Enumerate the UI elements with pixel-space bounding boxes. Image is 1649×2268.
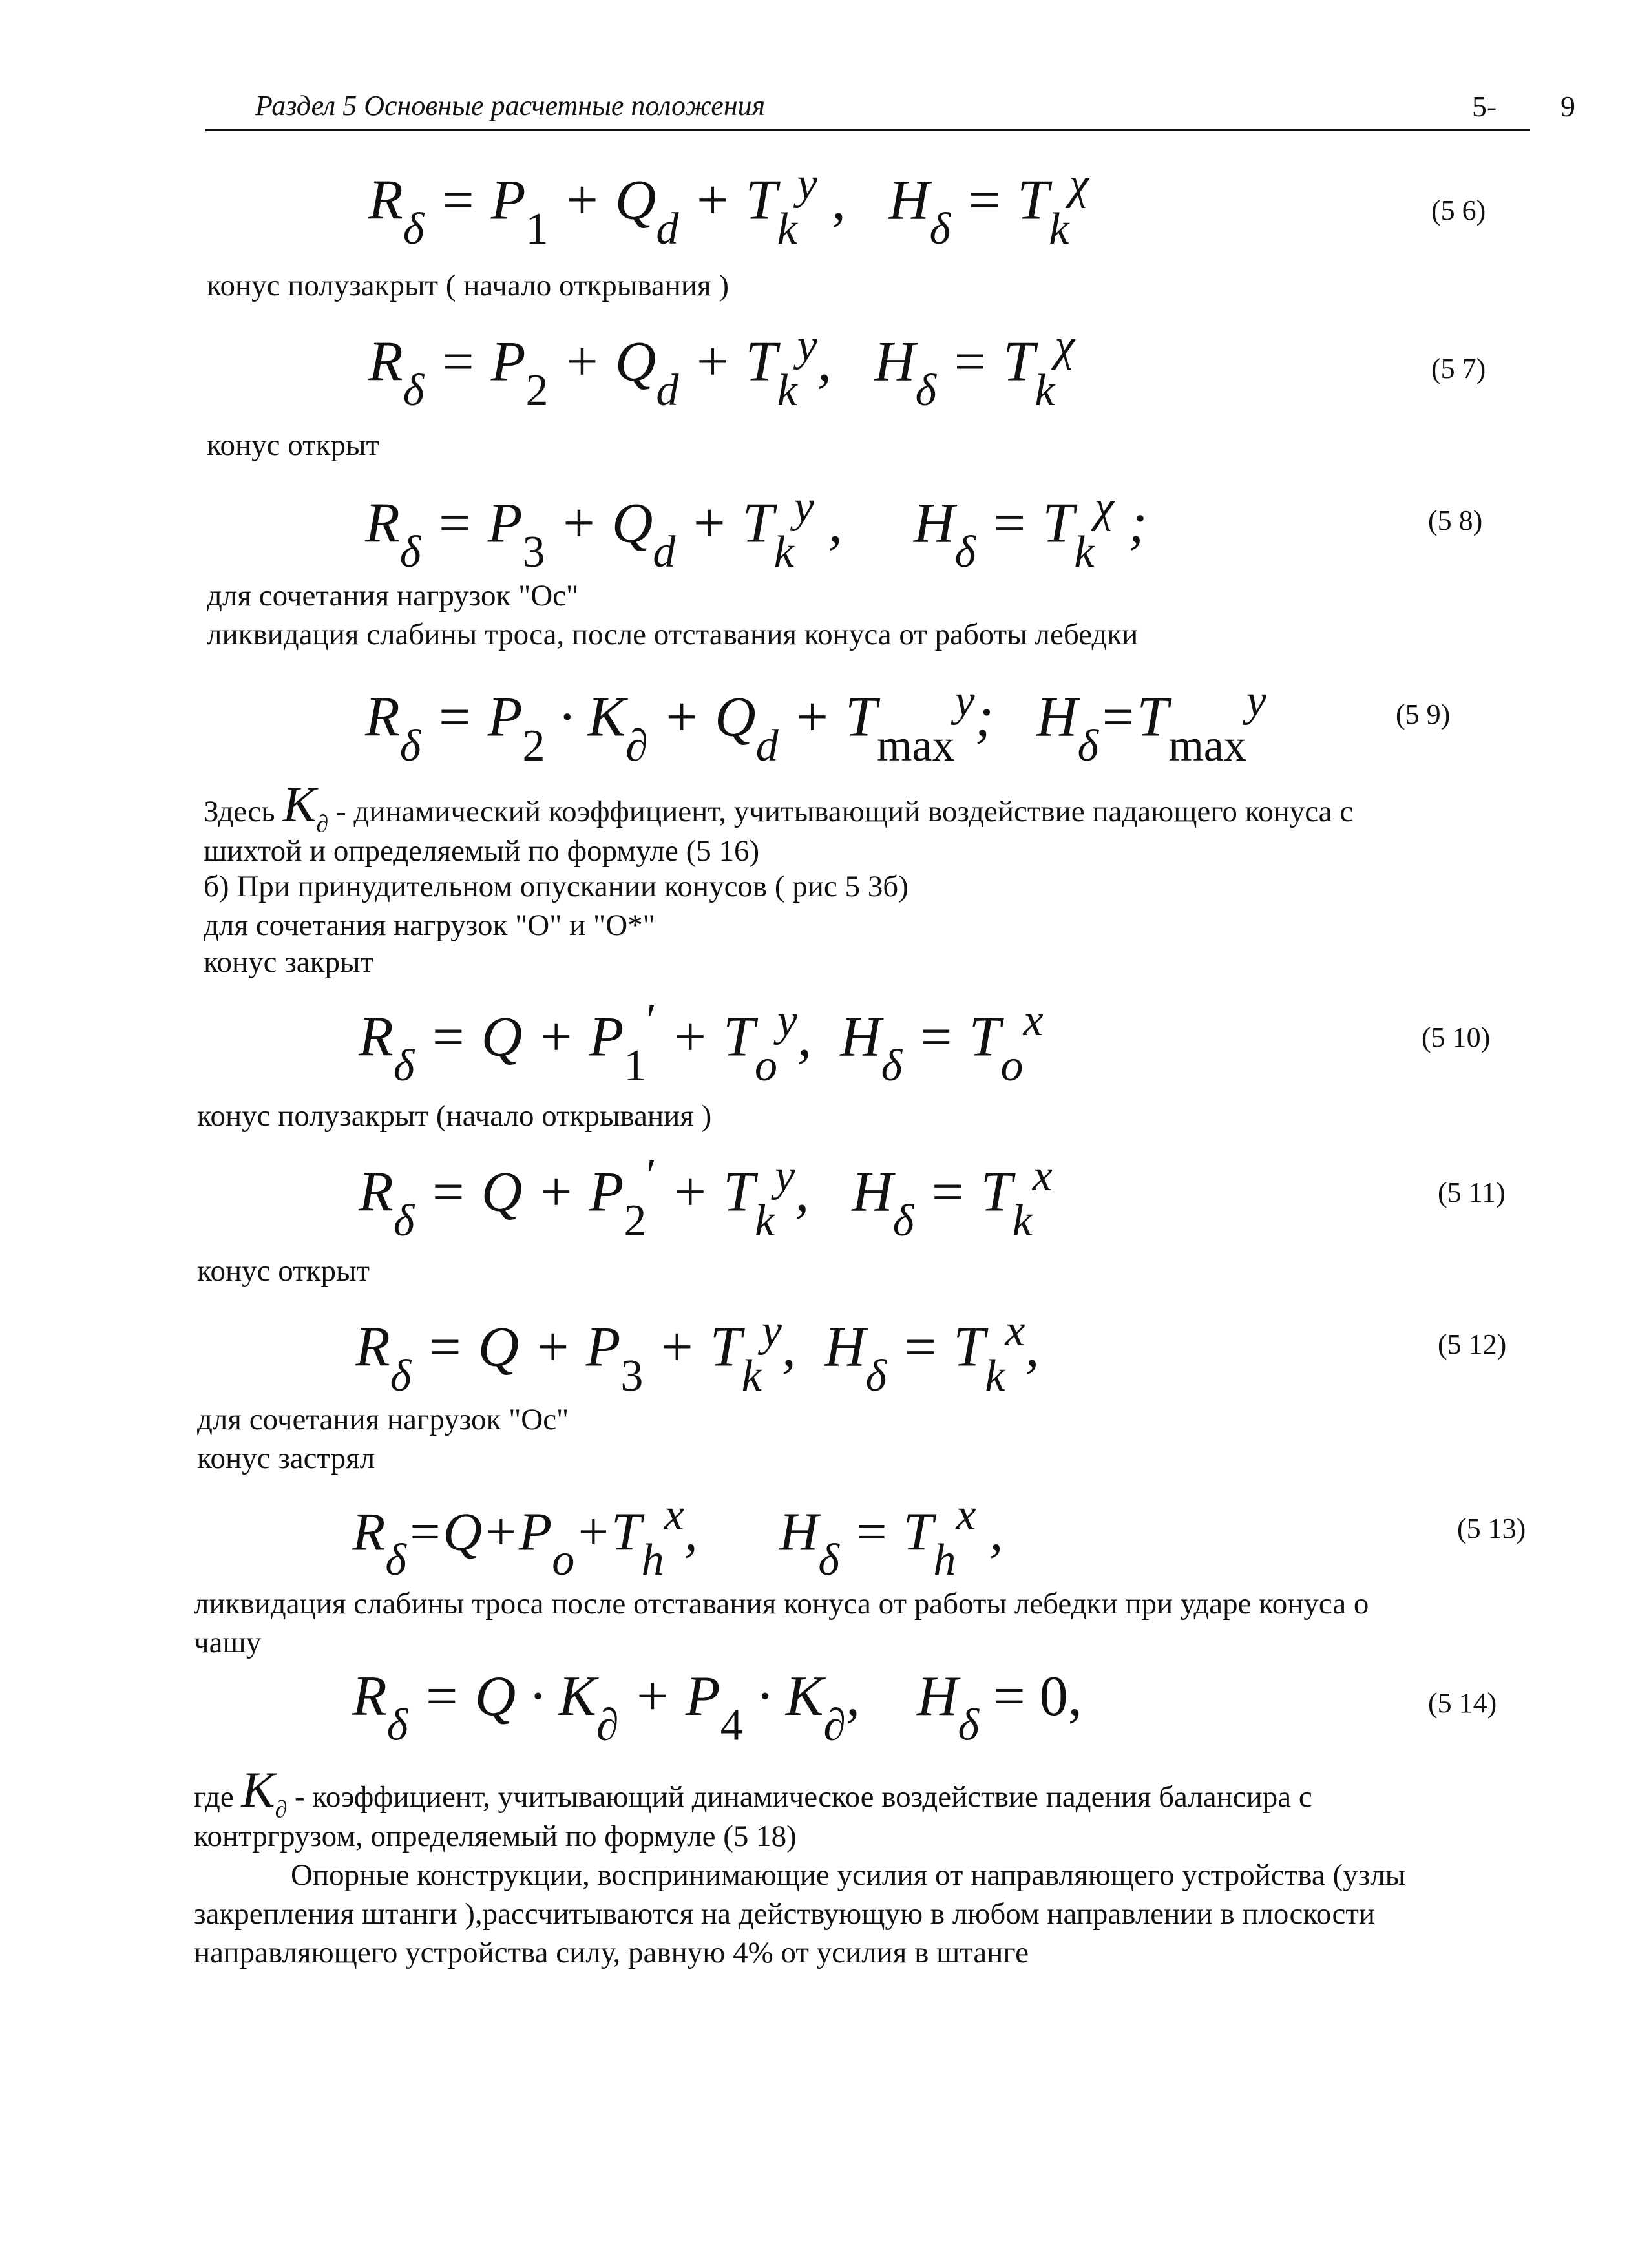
equation-number: (5 13) bbox=[1457, 1513, 1526, 1544]
paragraph-line-indented: Опорные конструкции, воспринимающие усилия от направляющего устройства (узлы bbox=[291, 1858, 1406, 1892]
equation-number: (5 6) bbox=[1431, 194, 1486, 226]
text-line: для сочетания нагрузок "Ос" bbox=[207, 579, 579, 613]
equation-5-8: $R_\delta = P_3 + Q_d + T_k^y$ , $H_\delta = T_k^\chi$ ; bbox=[365, 482, 1148, 577]
text-line: контргрузом, определяемый по формуле (5 18) bbox=[194, 1820, 797, 1853]
page-number-section: 5- bbox=[1472, 90, 1497, 123]
page-number: 9 bbox=[1560, 90, 1575, 123]
text-line: конус полузакрыт (начало открывания ) bbox=[197, 1099, 712, 1133]
text-fragment: - коэффициент, учитывающий динамическое воздействие падения балансира с bbox=[295, 1780, 1312, 1814]
equation-number: (5 11) bbox=[1438, 1177, 1506, 1208]
equation-number: (5 10) bbox=[1422, 1022, 1491, 1053]
text-line: ликвидация слабины троса, после отставания конуса от работы лебедки bbox=[207, 618, 1139, 651]
text-line: шихтой и определяемый по формуле (5 16) bbox=[204, 834, 760, 868]
text-fragment: Здесь bbox=[204, 795, 275, 828]
equation-5-13: $R_\delta=Q+P_o+T_h^x$, $H_\delta = T_h^x$ , bbox=[352, 1490, 1003, 1585]
text-line: конус закрыт bbox=[204, 945, 374, 979]
text-fragment: где bbox=[194, 1780, 234, 1814]
equation-5-9: $R_\delta = P_2 \cdot K_\partial + Q_d + T_{max}^y$; $H_\delta=T_{max}^y$ bbox=[365, 676, 1266, 771]
text-line: конус застрял bbox=[197, 1442, 375, 1475]
equation-5-6: $R_\delta = P_1 + Q_d + T_k^y$ , $H_\delta = T_k^\chi$ bbox=[368, 159, 1089, 254]
equation-number: (5 14) bbox=[1428, 1687, 1497, 1719]
symbol-k-dynamic: $K_\partial$ bbox=[282, 776, 329, 838]
equation-5-12: $R_\delta = Q + P_3 + T_k^y$, $H_\delta = T_k^x$, bbox=[355, 1306, 1040, 1401]
text-line: конус открыт bbox=[207, 428, 380, 462]
text-line: чашу bbox=[194, 1626, 262, 1659]
equation-number: (5 7) bbox=[1431, 353, 1486, 384]
text-line: для сочетания нагрузок "Ос" bbox=[197, 1403, 569, 1436]
equation-5-7: $R_\delta = P_2 + Q_d + T_k^y$, $H_\delta = T_k^\chi$ bbox=[368, 320, 1075, 415]
paragraph-line: направляющего устройства силу, равную 4% от усилия в штанге bbox=[194, 1936, 1029, 1969]
text-line-with-symbol bbox=[204, 775, 1353, 839]
equation-number: (5 8) bbox=[1428, 505, 1483, 536]
paragraph-line: закрепления штанги ),рассчитываются на действующую в любом направлении в плоскости bbox=[194, 1897, 1376, 1931]
text-line: для сочетания нагрузок "О" и "О*" bbox=[204, 908, 655, 942]
text-line: ликвидация слабины троса после отставания конуса от работы лебедки при ударе конуса о bbox=[194, 1587, 1369, 1621]
text-line-with-symbol bbox=[194, 1761, 1312, 1824]
header-rule bbox=[205, 129, 1530, 131]
section-header: Раздел 5 Основные расчетные положения bbox=[255, 90, 766, 121]
text-line: конус открыт bbox=[197, 1254, 370, 1288]
equation-5-10: $R_\delta = Q + P_1' + T_o^y$, $H_\delta = T_o^x$ bbox=[359, 996, 1044, 1091]
symbol-k-dynamic: $K_\partial$ bbox=[241, 1761, 288, 1823]
text-fragment: - динамический коэффициент, учитывающий воздействие падающего конуса с bbox=[335, 795, 1354, 828]
equation-5-14: $R_\delta = Q \cdot K_\partial + P_4 \cdot K_\partial$, $H_\delta = 0$, bbox=[352, 1665, 1082, 1750]
text-line: б) При принудительном опускании конусов ( рис 5 3б) bbox=[204, 870, 909, 903]
equation-number: (5 9) bbox=[1396, 698, 1451, 730]
equation-5-11: $R_\delta = Q + P_2' + T_k^y$, $H_\delta = T_k^x$ bbox=[359, 1151, 1053, 1246]
equation-number: (5 12) bbox=[1438, 1328, 1507, 1360]
text-line: конус полузакрыт ( начало открывания ) bbox=[207, 269, 730, 302]
